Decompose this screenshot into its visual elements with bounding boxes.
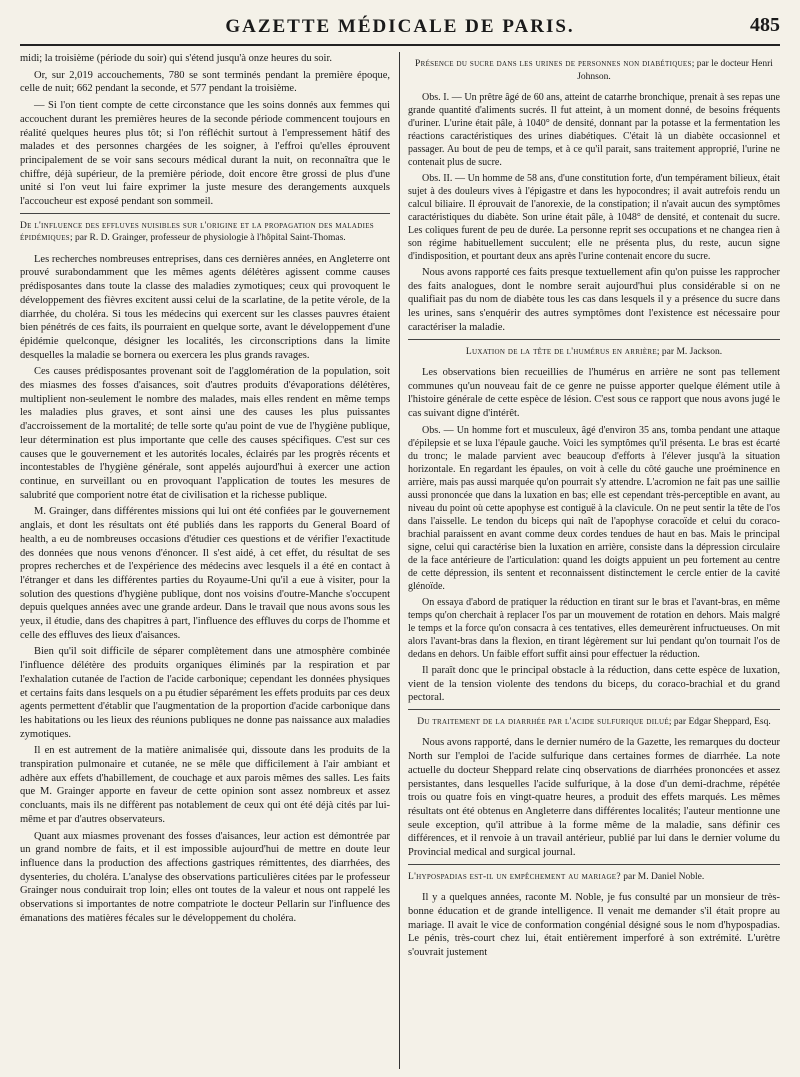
section-separator [408, 339, 780, 340]
article-heading-author: ; par R. D. Grainger, professeur de physiologie à l'hôpital Saint-Thomas. [69, 233, 346, 244]
article-heading-title: Du traitement de la diarrhée par l'acide sulfurique dilué [417, 716, 669, 727]
paragraph: Il y a quelques années, raconte M. Noble, je fus consulté par un monsieur de très-bonne éducation et de grande intelligence. Il venait me demander s'il était propre au mariage. Il avait le vice de conformation congénial désigné sous le nom d'hypospadias. Le pénis, très-court chez lui, était entièrement imperforé à son extrémité. L'urètre s'ouvrait justement [408, 892, 780, 959]
article-heading-author: ; par M. Jackson. [656, 346, 723, 357]
article-heading-author: ; par Edgar Sheppard, Esq. [668, 716, 771, 727]
right-column [408, 52, 780, 1069]
page-header [20, 14, 780, 46]
paragraph: Or, sur 2,019 accouchements, 780 se sont terminés pendant la première époque, celle de nuit; 662 pendant la seconde, et 577 pendant la troisième. [20, 69, 390, 95]
observation: On essaya d'abord de pratiquer la réduction en tirant sur le bras et l'avant-bras, en même temps qu'on cherchait à replacer l'os par un mouvement de rotation en dehors. Mais malgré le temps et la force qu'on consacra à ces tentatives, elles demeurèrent infructueuses. On mit alors l'avant-bras dans la flexion, en tirant légèrement sur lui pendant qu'on tournait l'os de dedans en dehors. Un faible effort suffit ainsi pour effectuer la réduction. [408, 596, 780, 660]
observation: Obs. I. — Un prêtre âgé de 60 ans, atteint de catarrhe bronchique, prenait à ses repas une grande quantité d'aliments sucrés. Il fut atteint, à un moment donné, de besoins fréquents d'uriner. L'urine était pâle, à 1040° de densité, donnant par la potasse et la fermentation les réactions caractéristiques des urines diabétiques. C'était là un diabète occasionnel et passager. Au bout de peu de temps, et à ce qu'il parait, sans traitement approprié, l'urine ne contenait plus de sucre. [408, 92, 780, 168]
paragraph: Nous avons rapporté, dans le dernier numéro de la Gazette, les remarques du docteur North sur l'emploi de l'acide sulfurique dans certaines formes de diarrhée. La note actuelle du docteur Sheppard relate cinq observations de diarrhées prononcées et assez persistantes, dans lesquelles l'acide sulfurique, à la dose d'un demi-drachme, répétée trois ou quatre fois en vingt-quatre heures, a produit des effets marqués. Les mêmes résultats ont été obtenus en Angleterre dans différentes localités; l'auteur mentionne une seule exception, qu'il attribue à la forme même de la maladie, sans définir ces différences, et il renvoie à un travail antérieur, publié par lui dans le dernier volume du Provincial medical and surgical journal. [408, 737, 780, 859]
article-heading-sheppard [408, 716, 780, 729]
paragraph: Il en est autrement de la matière animalisée qui, dissoute dans les produits de la transpiration pulmonaire et cutanée, ne se mêle que difficilement à l'air ambiant et adhère aux effets d'habillement, de couchage et aux parois mêmes des salles. Les faits que M. Grainger apporte en faveur de cette opinion sont assez nombreux et assez concluants, mais ils ne diffèrent pas notablement de ceux qui ont été déjà cités par lui-même et par d'autres observateurs. [20, 745, 390, 825]
article-heading-author: par M. Daniel Noble. [620, 871, 705, 882]
column-divider [399, 52, 400, 1069]
section-separator [20, 213, 390, 214]
paragraph: Les observations bien recueillies de l'humérus en arrière ne sont pas tellement communes qu'un nouveau fait de ce genre ne puisse apporter quelque élément utile à l'histoire générale de cette espèce de lésion. C'est sous ce rapport que nous avons jugé le cas suivant digne d'intérêt. [408, 367, 780, 420]
journal-title: GAZETTE MÉDICALE DE PARIS. [225, 16, 575, 37]
article-heading-johnson [408, 58, 780, 83]
article-heading-title: Luxation de la tête de l'humérus en arrière [465, 346, 657, 357]
observation: Obs. II. — Un homme de 58 ans, d'une constitution forte, d'un tempérament bilieux, était sujet à des douleurs vives à l'épigastre et dans les hypocondres; il avait autrefois rendu un calcul biliaire. Il éprouvait de l'anorexie, de la constipation; il n'avait aucun des symptômes caractéristiques du diabète. Son urine était pâle, à 1048° de densité, et contenait du sucre. Les coliques furent de peu de durée. La personne reprit ses occupations et ne changea rien à son régime habituellement succulent; elle ne présenta plus, du reste, aucun signe d'indisposition, et pourtant deux ans après l'urine contenait encore du sucre. [408, 173, 780, 262]
article-heading-grainger [20, 220, 390, 245]
paragraph: midi; la troisième (période du soir) qui s'étend jusqu'à onze heures du soir. [20, 53, 333, 64]
paragraph: Ces causes prédisposantes provenant soit de l'agglomération de la population, soit des miasmes des fosses d'aisances, soit d'autres produits d'évaporations délétères, multiplient non-seulement le nombre des malades, mais elles rendent en même temps les maladies plus graves, et sont ainsi une des causes les plus puissantes d'accroissement de la mortalité; de telle sorte qu'au point de vue de l'hygiène publique, leur détermination est plus importante que celle des causes spécifiques. C'est sur ces causes que le gouvernement et les autorités locales, éclairés par les progrès récents et incontestables de l'hygiène générale, sont appelés aujourd'hui à exercer une action continue, en surveillant ou en provoquant l'application de toutes les mesures de salubrité que comporient notre état de civilisation et la richesse publique. [20, 366, 390, 501]
paragraph: Quant aux miasmes provenant des fosses d'aisances, leur action est démontrée par un grand nombre de faits, et il est impossible aujourd'hui de mettre en doute leur influence dans la production des affections gastriques rémittentes, des diarrhées, des dysenteries, du choléra. L'analyse des observations particulières citées par le professeur Grainger nous conduirait trop loin; elles ont toutes de la valeur et nous ont rappelé les observations si importantes de notre compatriote le docteur Pellarin sur l'influence des émanations des matières fécales sur le développement du choléra. [20, 830, 390, 924]
paragraph: M. Grainger, dans différentes missions qui lui ont été confiées par le gouvernement anglais, et dont les résultats ont été publiés dans les rapports du General Board of health, a eu de nombreuses occasions d'étudier ces questions et de vérifier l'exactitude des données que nous venons d'énoncer. Il s'est aidé, à cet effet, du résultat de ses propres recherches et de l'expérience des médecins avec lesquels il a été en contact à l'étranger et dans les différentes parties du Royaume-Uni qu'il a eue à visiter, pour la solution des questions d'hygiène publique, dont nos voisins d'outre-Manche s'occupent depuis quelques années avec une grande ardeur. Dans le travail que nous avons sous les yeux, il étudie, dans des chapitres à part, l'influence des effluves du corps de l'homme et celle des effluves des lieux d'aisances. [20, 506, 390, 641]
article-heading-title: L'hypospadias est-il un empêchement au mariage? [408, 871, 621, 882]
paragraph: Bien qu'il soit difficile de séparer complètement dans une atmosphère combinée l'influence délétère des produits organiques éliminés par la respiration et par l'exhalation cutanée de l'action de l'acide carbonique; cependant les données physiques et certains faits dans lesquels on a pu étudier séparément les effets produits par ces deux agents permettent d'établir que l'augmentation de la proportion d'acide carbonique dans les habitations ou les lieux des réunions publiques ne donne pas naissance aux maladies zymotiques. [20, 646, 390, 740]
article-heading-jackson [408, 346, 780, 359]
article-heading-noble [408, 871, 780, 884]
article-heading-title: De l'influence des effluves nuisibles sur l'origine et la propagation des maladies épidémiques [20, 220, 374, 244]
page-number: 485 [750, 14, 780, 36]
section-separator [408, 709, 780, 710]
paragraph: Les recherches nombreuses entreprises, dans ces dernières années, en Angleterre ont prouvé surabondamment que les mêmes agents délétères agissent comme causes prédisposantes dans toute la classe des maladies zymotiques; ceux qui provoquent le développement des fièvres excitent aussi celui de la scarlatine, de la petite vérole, de la diarrhée, du choléra. Si tous les médecins qui exercent sur les classes pauvres étaient bien pénétrés de ces faits, ils pourraient en quelque sorte, avant le développement d'une épidémie quelconque, désigner les localités, les circonscriptions dans la limite desquelles la maladie se bornera ou exercera les plus grands ravages. [20, 253, 390, 361]
paragraph: Nous avons rapporté ces faits presque textuellement afin qu'on puisse les rapprocher des faits analogues, dont le nombre serait aujourd'hui plus considérable si on ne qualifiait pas du nom de diabète tous les cas dans lesquels il y a présence du sucre dans les urines, sans s'enquérir des autres symptômes dont l'existence est nécessaire pour caractériser la maladie. [408, 267, 780, 333]
left-column [20, 52, 390, 1069]
paragraph: Il paraît donc que le principal obstacle à la réduction, dans cette espèce de luxation, vient de la tension violente des tendons du biceps, du coraco-brachial et du grand pectoral. [408, 664, 780, 704]
article-heading-title: Présence du sucre dans les urines de personnes non diabétiques [415, 59, 692, 69]
observation: Obs. — Un homme fort et musculeux, âgé d'environ 35 ans, tomba pendant une attaque d'épilepsie et se luxa l'épaule gauche. Voici les symptômes qu'il présenta. Le bras est écarté du tronc; le malade parvient avec beaucoup d'efforts à l'élever jusqu'à la situation horizontale. En regardant les épaules, on voit à celle du côté gauche une proéminence en arrière, mais pas aussi marquée qu'on pourrait s'y attendre. L'acromion ne fait pas une saillie aussi prononcée que dans la luxation en bas; elle est cependant très-perceptible en avant, au niveau du point où cette apophyse est contiguë à la clavicule. On ne peut sentir la tête de l'os dans l'aisselle. Le tendon du biceps qui naît de l'apophyse coracoïde et celui du coraco-brachial paraissent en avant comme deux cordes tendues de haut en bas. Mais le principal signe, celui qui caractérise bien la luxation en arrière, consiste dans la dépression circulaire de la face antérieure de l'articulation: quand les doigts appuient un peu fortement au centre de cette dépression, ils sentent et reconnaissent distinctement le cercle entier de la cavité glénoïde. [408, 424, 780, 592]
article-heading-author: ; par le docteur Henri Johnson. [577, 59, 773, 82]
paragraph: — Si l'on tient compte de cette circonstance que les soins donnés aux femmes qui accouchent durant les premières heures de la seconde période commencent toujours en réalité quelques heures plus tôt; si l'on réfléchit surtout à l'empressement hâtif des malades et des personnes chargées de les soigner, à l'effroi qu'elles éprouvent principalement de se voir sans secours médical durant la nuit, on reconnaîtra que le chiffre, déjà supérieur, de la première période, doit encore être grossi de plus d'une unité si l'on veut lui faire exprimer la juste mesure des derangements auxquels l'accoucheur est exposé pendant son sommeil. [20, 100, 390, 208]
section-separator [408, 864, 780, 865]
